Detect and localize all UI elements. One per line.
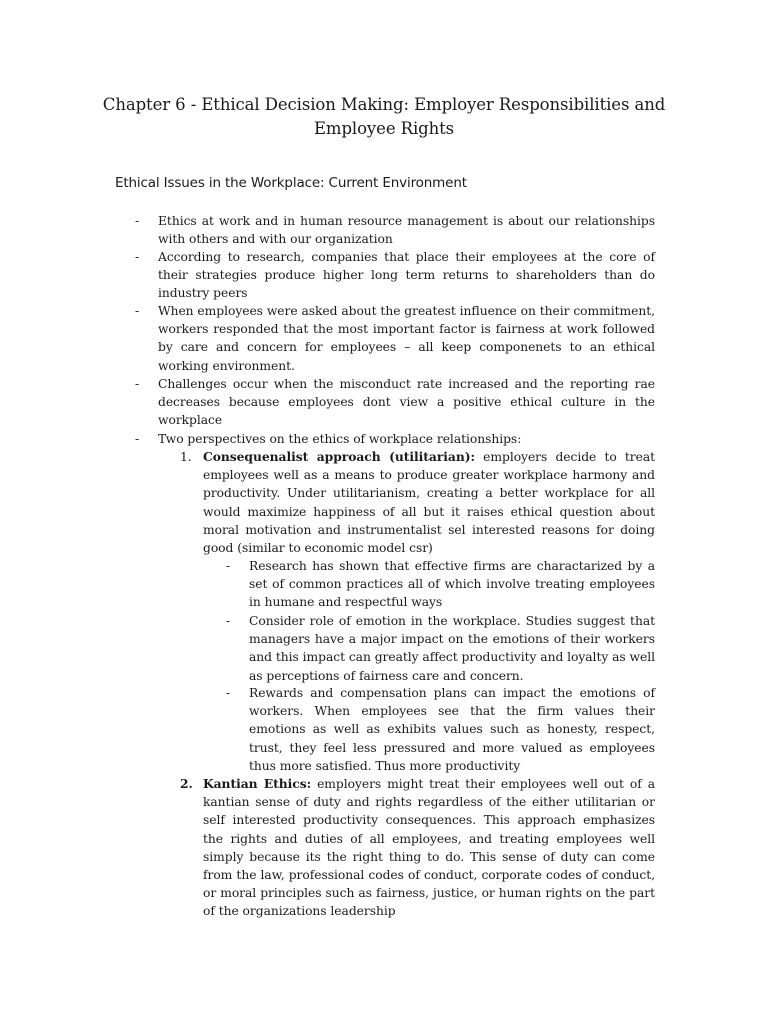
section-heading: Ethical Issues in the Workplace: Current Environment xyxy=(115,175,467,191)
perspective-term: Consequenalist approach (utilitarian): xyxy=(203,449,475,464)
perspective-term: Kantian Ethics: xyxy=(203,776,312,791)
dash-marker: - xyxy=(226,614,231,628)
perspective-text xyxy=(203,775,655,921)
item-number: 2. xyxy=(180,776,193,791)
perspective-text xyxy=(203,448,655,557)
dash-marker: - xyxy=(135,250,140,264)
dash-marker: - xyxy=(226,686,231,700)
bullet-text: Ethics at work and in human resource management is about our relationships with others and with our organization xyxy=(158,214,655,247)
dash-marker: - xyxy=(226,559,231,573)
item-number: 1. xyxy=(180,450,192,464)
dash-marker: - xyxy=(135,432,140,446)
perspective-description: employers decide to treat employees well as a means to produce greater workplace harmony and productivity. Under utilitarianism, creating a better workplace for all would maximize happiness of all but it raises ethical question about moral motivation and instrumentalist sel interested reasons for doing good (similar to economic model csr) xyxy=(203,450,655,556)
perspective-description: employers might treat their employees well out of a kantian sense of duty and rights regardless of the either utilitarian or self interested productivity consequences. This approach emphasizes the rights and duties of all employees, and treating employees well simply because its the right thing to do. This sense of duty can come from the law, professional codes of conduct, corporate codes of conduct, or moral principles such as fairness, justice, or human rights on the part of the organizations leadership xyxy=(203,777,655,919)
dash-marker: - xyxy=(135,304,140,318)
sub-bullet-text: Consider role of emotion in the workplace. Studies suggest that managers have a major impact on the emotions of their workers and this impact can greatly affect productivity and loyalty as well as perceptions of fairness care and concern. xyxy=(249,614,655,683)
bullet-text: When employees were asked about the greatest influence on their commitment, workers responded that the most important factor is fairness at work followed by care and concern for employees – all keep componenets to an ethical working environment. xyxy=(158,304,655,373)
bullet-text: Challenges occur when the misconduct rate increased and the reporting rae decreases because employees dont view a positive ethical culture in the workplace xyxy=(158,377,655,428)
dash-marker: - xyxy=(135,377,140,391)
bullet-text: Two perspectives on the ethics of workplace relationships: xyxy=(158,432,522,446)
bullet-text: According to research, companies that place their employees at the core of their strategies produce higher long term returns to shareholders than do industry peers xyxy=(158,250,655,301)
dash-marker: - xyxy=(135,214,140,228)
sub-bullet-text: Rewards and compensation plans can impact the emotions of workers. When employees see that the firm values their emotions as well as exhibits values such as honesty, respect, trust, they feel less pressured and more valued as employees thus more satisfied. Thus more productivity xyxy=(249,686,655,773)
sub-bullet-text: Research has shown that effective firms are charactarized by a set of common practices all of which involve treating employees in humane and respectful ways xyxy=(249,559,655,610)
chapter-title: Chapter 6 - Ethical Decision Making: Employer Responsibilities and Employee Rights xyxy=(102,95,666,138)
